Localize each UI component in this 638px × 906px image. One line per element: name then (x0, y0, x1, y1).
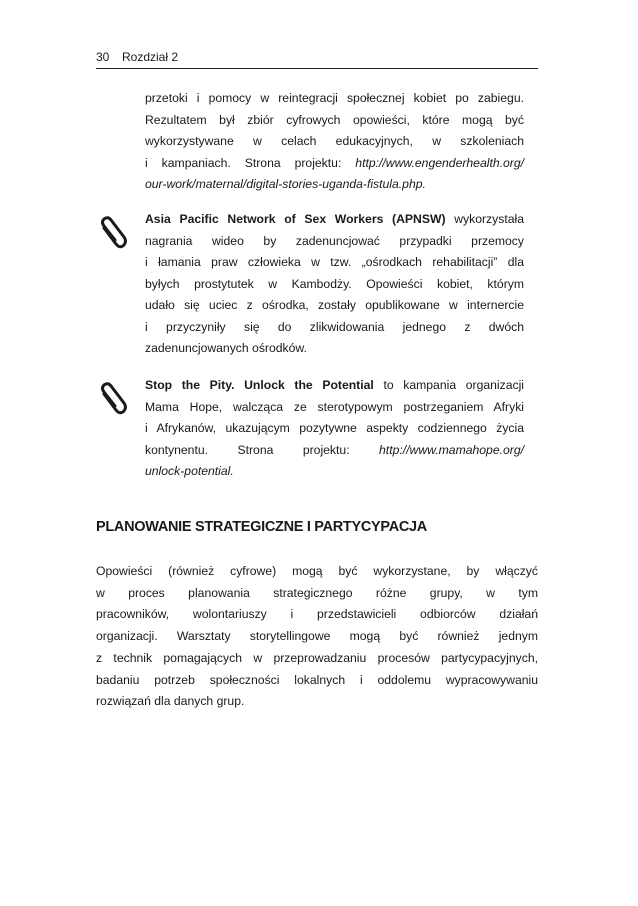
continuation-paragraph (145, 88, 524, 196)
project-url-link[interactable]: http://www.mamahope.org/ (379, 442, 524, 457)
text-line: Opowieści (również cyfrowe) mogą być wykorzystane, by włączyć (96, 564, 538, 578)
text-line: przetoki i pomocy w reintegracji społecznej kobiet po zabiegu. (145, 91, 524, 105)
text-segment: wykorzystała (445, 212, 524, 226)
text-line: wykorzystywane w celach edukacyjnych, w szkoleniach (145, 134, 524, 148)
text-line-with-url (145, 153, 524, 175)
text-line: pracowników, wolontariuszy i przedstawicieli odbiorców działań (96, 607, 538, 622)
text-line: byłych prostytutek w Kambodży. Opowieści kobiet, którym (145, 276, 524, 291)
text-line: w proces planowania strategicznego różne grupy, w tym (96, 585, 538, 600)
text-line: organizacji. Warsztaty storytellingowe mogą być również jednym (96, 629, 538, 644)
text-line: badaniu potrzeb społeczności lokalnych i oddolemu wypracowywaniu (96, 672, 538, 687)
apnsw-paragraph (145, 209, 524, 360)
project-url-link-continued[interactable]: our-work/maternal/digital-stories-uganda-fistula.php. (145, 177, 426, 191)
text-line: zadenuncjowanych ośrodków. (145, 341, 307, 355)
text-line: i przyczyniły się do zlikwidowania jednego z dwóch (145, 319, 524, 334)
text-segment: i kampaniach. Strona projektu: (145, 155, 356, 170)
page-header (96, 48, 538, 69)
text-line (145, 209, 524, 231)
text-line: i Afrykanów, ukazującym pozytywne aspekty codziennego życia (145, 421, 524, 435)
text-line: Mama Hope, walcząca ze sterotypowym postrzeganiem Afryki (145, 399, 524, 414)
paperclip-icon (96, 380, 132, 420)
page-number: 30 (96, 50, 110, 64)
section-heading: PLANOWANIE STRATEGICZNE I PARTYCYPACJA (96, 519, 427, 535)
campaign-name: Stop the Pity. Unlock the Potential (145, 378, 374, 392)
text-line-with-url (145, 440, 524, 462)
text-line: i łamania praw człowieka w tzw. „ośrodkach rehabilitacji” dla (145, 255, 524, 269)
section-body (96, 561, 538, 713)
text-line: Rezultatem był zbiór cyfrowych opowieści, które mogą być (145, 112, 524, 127)
text-line: z technik pomagających w przeprowadzaniu procesów partycypacyjnych, (96, 650, 538, 665)
project-url-link[interactable]: http://www.engenderhealth.org/ (355, 155, 524, 170)
text-line (145, 375, 524, 397)
chapter-title: Rozdział 2 (122, 50, 179, 64)
paperclip-icon (96, 214, 132, 254)
text-segment: to kampania organizacji (373, 378, 524, 392)
stop-the-pity-paragraph (145, 375, 524, 483)
text-line: nagrania wideo by zadenuncjować przypadki przemocy (145, 233, 524, 248)
text-line: rozwiązań dla danych grup. (96, 694, 245, 709)
project-url-link-continued[interactable]: unlock-potential. (145, 464, 234, 478)
text-segment: kontynentu. Strona projektu: (145, 442, 380, 457)
organization-name: Asia Pacific Network of Sex Workers (APNSW) (145, 212, 446, 226)
text-line: udało się uciec z ośrodka, zostały opublikowane w internercie (145, 298, 524, 312)
